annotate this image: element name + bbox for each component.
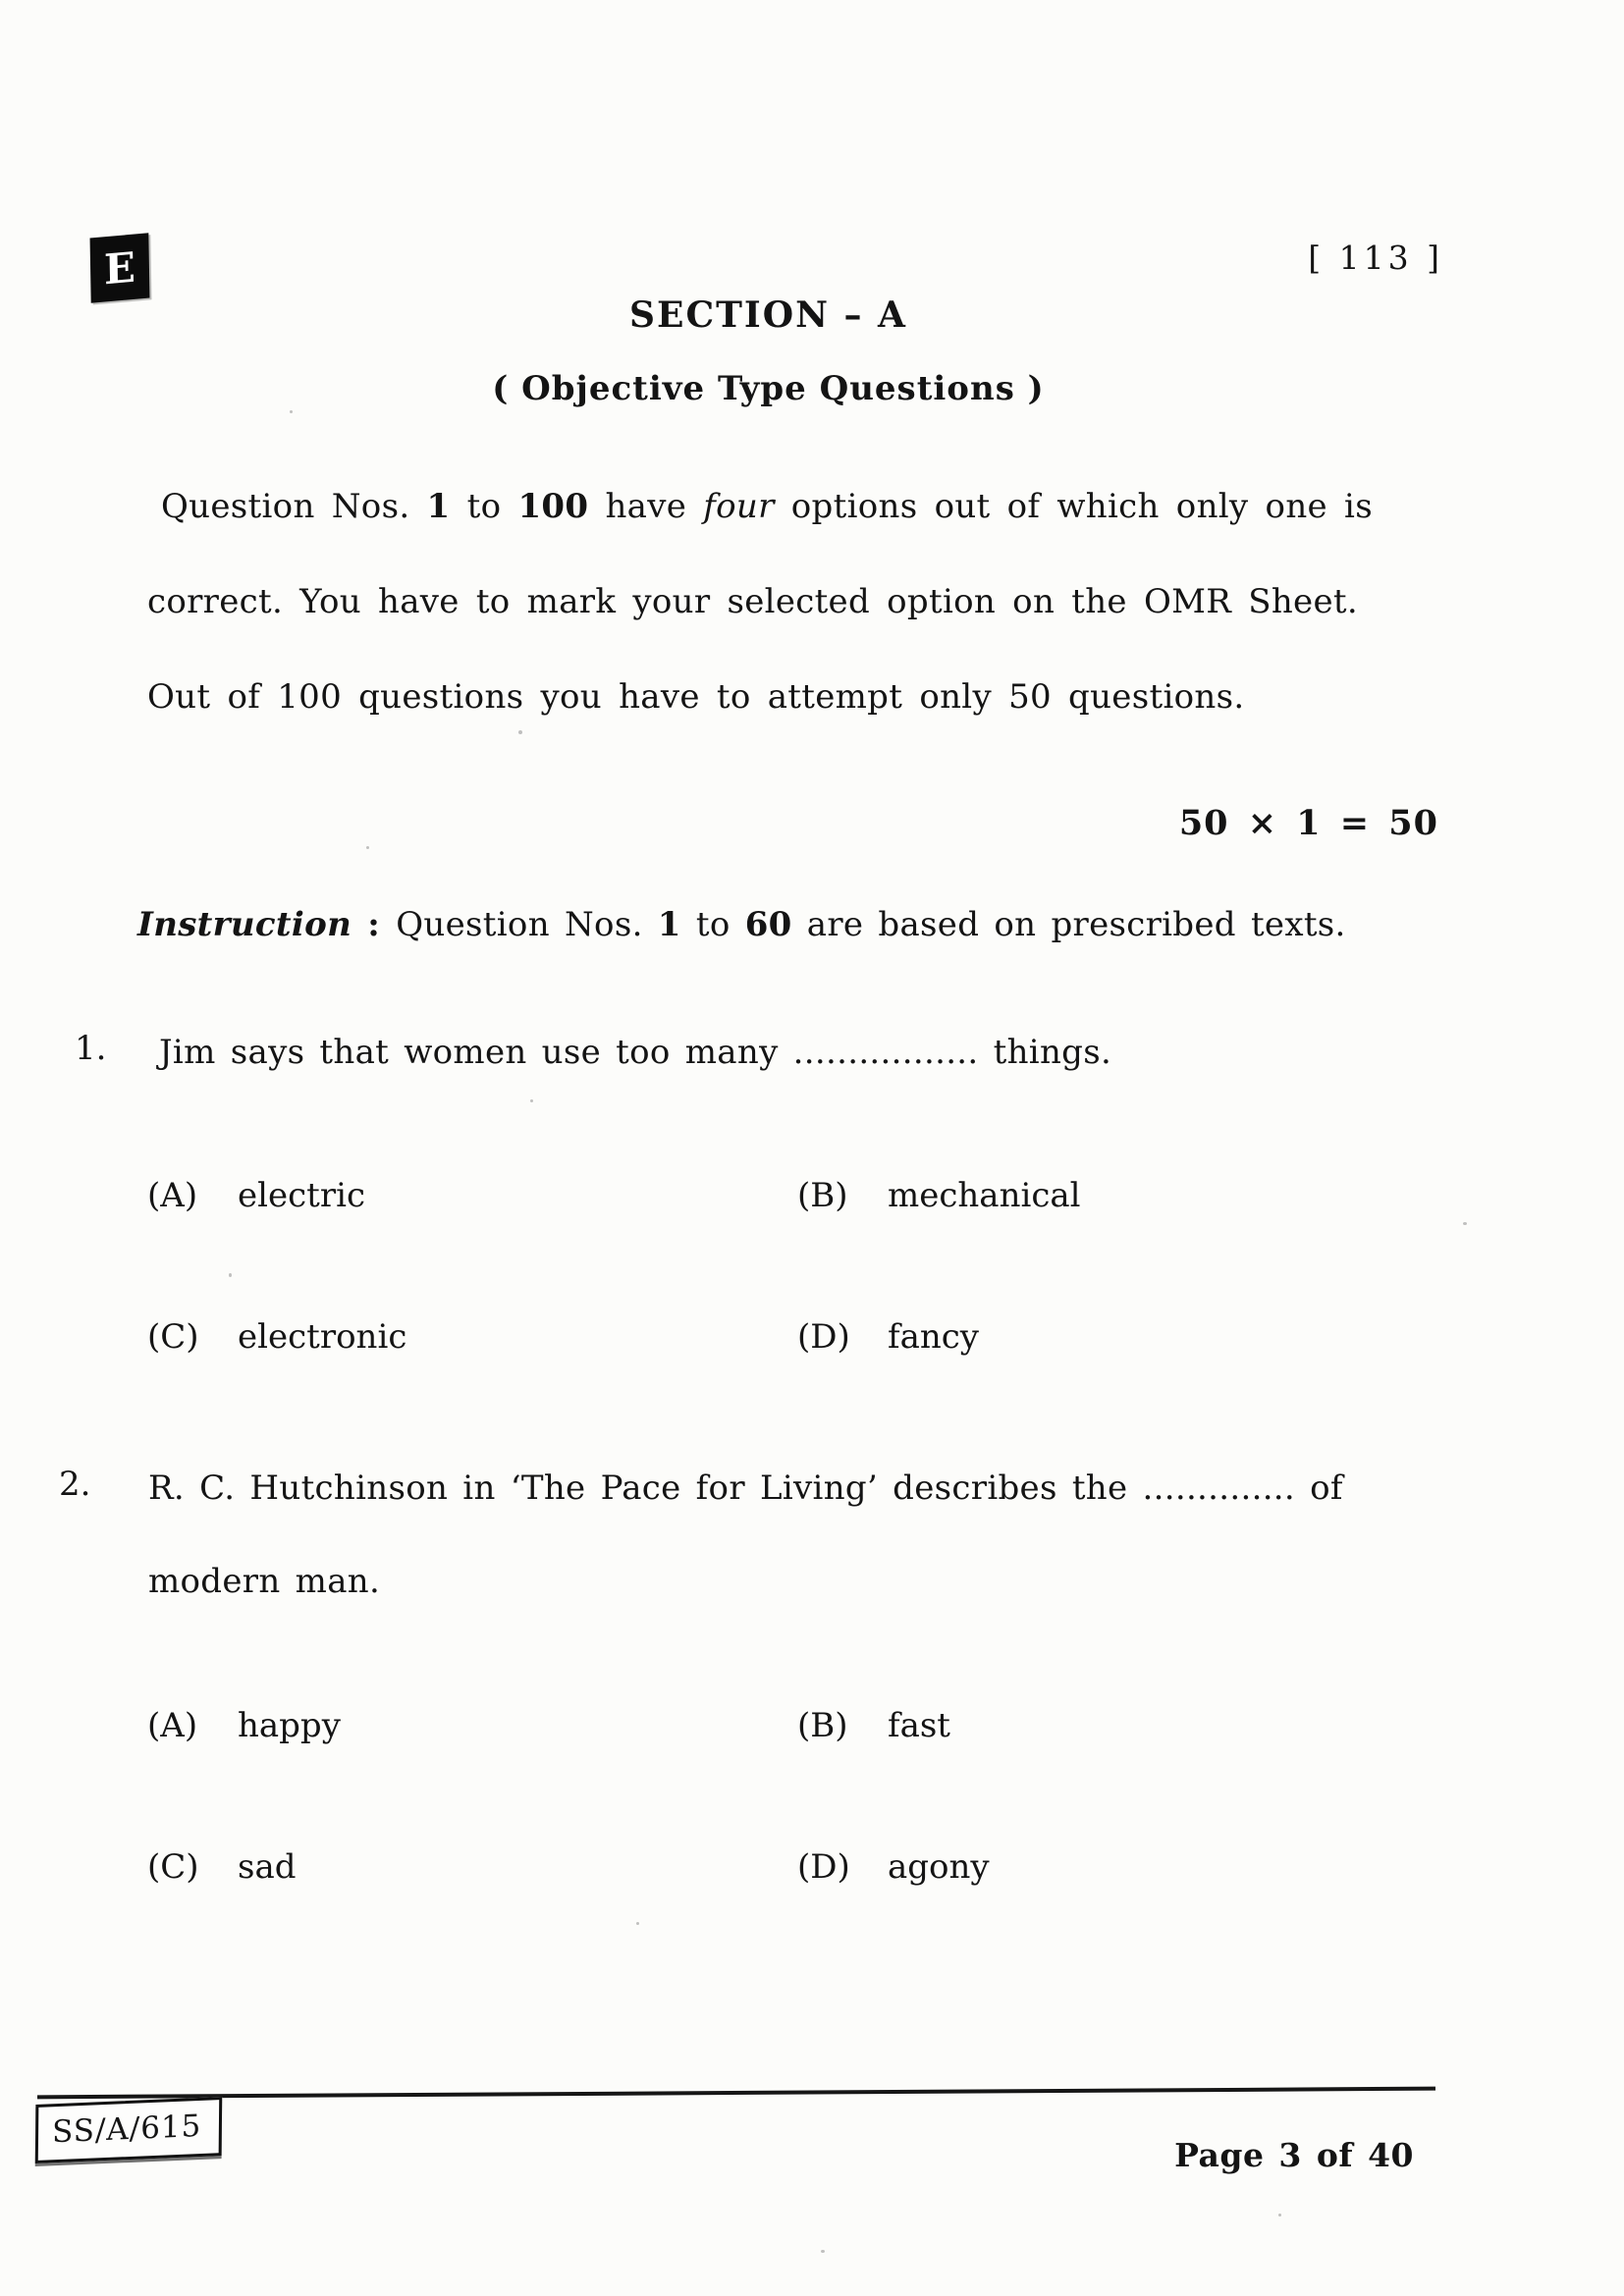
instruction-segment: : — [352, 905, 397, 944]
option-label: (D) — [797, 1317, 850, 1357]
scan-speck — [518, 730, 522, 734]
option-text: sad — [238, 1847, 297, 1887]
option-b — [797, 1176, 1453, 1215]
option-b — [797, 1706, 1453, 1745]
question-options — [147, 1706, 1453, 1887]
intro-segment: 1 — [426, 487, 451, 526]
paper-code-box — [35, 2097, 223, 2163]
intro-segment: four — [703, 487, 775, 526]
scan-speck — [821, 2250, 825, 2253]
section-subtitle: ( Objective Type Questions ) — [492, 369, 1045, 408]
intro-segment: have — [588, 487, 704, 526]
intro-segment: Question Nos. — [161, 487, 427, 526]
edition-letter: E — [103, 242, 136, 294]
option-label: (C) — [147, 1847, 199, 1887]
question-text — [159, 1029, 1465, 1122]
instruction-segment: 1 — [657, 905, 681, 944]
question-text — [148, 1465, 1454, 1651]
marks-total: 50 × 1 = 50 — [1178, 803, 1438, 843]
option-text: electronic — [238, 1317, 407, 1357]
instruction-segment: 60 — [744, 905, 792, 944]
intro-segment: 100 — [517, 487, 589, 526]
option-c — [147, 1317, 797, 1357]
section-title: SECTION – A — [629, 294, 907, 336]
option-text: electric — [238, 1176, 365, 1215]
instruction-segment: Question Nos. — [396, 905, 658, 944]
intro-segment: to — [450, 487, 518, 526]
edition-badge — [90, 233, 150, 302]
scan-speck — [530, 1099, 533, 1102]
instruction-label: Instruction — [137, 905, 352, 944]
question-line: R. C. Hutchinson in ‘The Pace for Living’ describes the .............. of — [148, 1468, 1343, 1508]
instruction-segment: are based on prescribed texts. — [791, 905, 1346, 944]
corner-page-ref: [ 113 ] — [1308, 239, 1443, 277]
option-d — [797, 1847, 1453, 1887]
paper-code: SS/A/615 — [51, 2108, 202, 2151]
intro-segment: options out of which only one is — [774, 487, 1373, 526]
option-text: mechanical — [888, 1176, 1081, 1215]
option-label: (D) — [797, 1847, 850, 1887]
scan-speck — [1463, 1222, 1467, 1225]
intro-paragraph — [147, 483, 1453, 769]
footer-rule — [37, 2087, 1435, 2100]
option-a — [147, 1706, 797, 1745]
instruction-segment: to — [680, 905, 745, 944]
page-number-info: Page 3 of 40 — [1174, 2136, 1414, 2174]
option-a — [147, 1176, 797, 1215]
option-text: agony — [888, 1847, 990, 1887]
option-text: fancy — [888, 1317, 980, 1357]
option-text: happy — [238, 1706, 341, 1745]
option-label: (A) — [147, 1176, 198, 1215]
option-c — [147, 1847, 797, 1887]
question-number: 2. — [59, 1465, 91, 1504]
scan-speck — [229, 1273, 232, 1277]
option-label: (A) — [147, 1706, 198, 1745]
question-line: modern man. — [148, 1562, 381, 1601]
intro-line: Out of 100 questions you have to attempt only 50 questions. — [147, 677, 1245, 717]
option-text: fast — [888, 1706, 950, 1745]
scan-speck — [1278, 2214, 1281, 2216]
question-options — [147, 1176, 1453, 1357]
intro-line — [147, 483, 1453, 530]
scan-speck — [366, 846, 369, 849]
question-line: Jim says that women use too many ................. things. — [159, 1033, 1112, 1072]
scan-speck — [290, 410, 293, 413]
intro-line: correct. You have to mark your selected option on the OMR Sheet. — [147, 582, 1358, 621]
question-number: 1. — [75, 1029, 107, 1068]
option-label: (C) — [147, 1317, 199, 1357]
option-label: (B) — [797, 1706, 848, 1745]
scan-speck — [636, 1922, 639, 1925]
option-d — [797, 1317, 1453, 1357]
option-label: (B) — [797, 1176, 848, 1215]
instruction-line — [137, 905, 1453, 944]
